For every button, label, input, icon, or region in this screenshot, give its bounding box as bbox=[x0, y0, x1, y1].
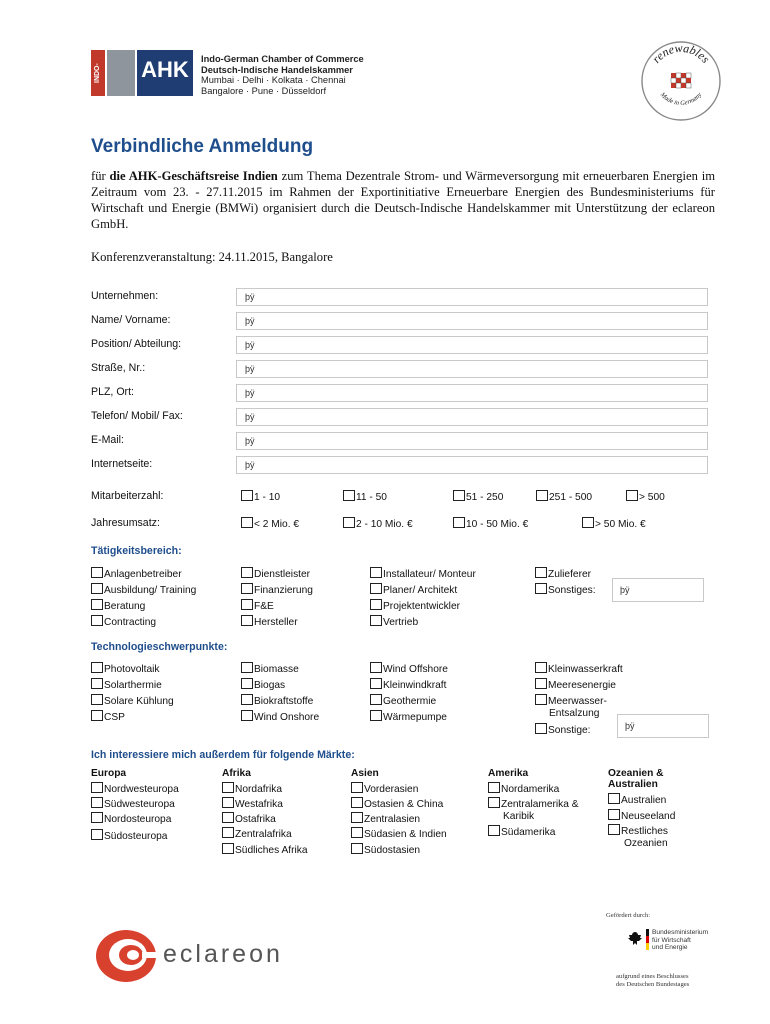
option-label: Biokraftstoffe bbox=[254, 696, 314, 707]
revenue-option[interactable] bbox=[582, 517, 646, 530]
market-option[interactable] bbox=[91, 812, 171, 825]
option-label: 1 - 10 bbox=[254, 492, 281, 503]
option-label: Meerwasser- bbox=[548, 696, 607, 707]
checkbox[interactable] bbox=[91, 782, 103, 793]
eclareon-wordmark: eclareon bbox=[163, 940, 283, 968]
chamber-line-4: Bangalore · Pune · Düsseldorf bbox=[201, 85, 327, 96]
chamber-name bbox=[201, 54, 364, 96]
option-label: Photovoltaik bbox=[104, 664, 160, 675]
checkbox[interactable] bbox=[222, 797, 234, 808]
activity-option[interactable] bbox=[535, 583, 596, 596]
activity-other-value: þÿ bbox=[620, 585, 630, 595]
market-option[interactable] bbox=[488, 797, 579, 810]
option-label: Zentralasien bbox=[364, 814, 421, 825]
option-label: Nordosteuropa bbox=[104, 814, 172, 825]
option-label: Wind Offshore bbox=[383, 664, 448, 675]
activity-heading: Tätigkeitsbereich: bbox=[91, 545, 182, 557]
checkbox[interactable] bbox=[343, 517, 355, 528]
option-label: Installateur/ Monteur bbox=[383, 569, 476, 580]
checkbox[interactable] bbox=[222, 812, 234, 823]
technology-option[interactable] bbox=[241, 710, 319, 723]
street-input[interactable] bbox=[236, 360, 708, 378]
email-input[interactable] bbox=[236, 432, 708, 450]
checkbox[interactable] bbox=[488, 825, 500, 836]
ministry-line-2: für Wirtschaft bbox=[652, 936, 691, 944]
flag-stripes bbox=[646, 929, 649, 951]
checkbox[interactable] bbox=[91, 583, 103, 594]
technology-option[interactable] bbox=[370, 694, 436, 707]
resolution-line-2: des Deutschen Bundestages bbox=[616, 980, 690, 988]
market-option[interactable] bbox=[351, 797, 443, 810]
option-label: Meeresenergie bbox=[548, 680, 616, 691]
activity-option[interactable] bbox=[91, 567, 182, 580]
market-option[interactable] bbox=[351, 812, 420, 825]
option-label: CSP bbox=[104, 712, 125, 723]
market-option[interactable] bbox=[608, 809, 675, 822]
activity-option[interactable] bbox=[91, 615, 156, 628]
ministry-line-3: und Energie bbox=[652, 944, 688, 952]
option-label: Anlagenbetreiber bbox=[104, 569, 182, 580]
technology-option[interactable] bbox=[91, 710, 125, 723]
checkbox[interactable] bbox=[91, 812, 103, 823]
activity-option[interactable] bbox=[91, 599, 145, 612]
option-label: Sonstige: bbox=[548, 725, 591, 736]
option-label: < 2 Mio. € bbox=[254, 519, 300, 530]
checkbox[interactable] bbox=[241, 599, 253, 610]
checkbox[interactable] bbox=[343, 490, 355, 501]
option-label: Hersteller bbox=[254, 617, 298, 628]
option-label: Nordafrika bbox=[235, 784, 282, 795]
checkbox[interactable] bbox=[488, 797, 500, 808]
checkbox[interactable] bbox=[241, 710, 253, 721]
checkbox[interactable] bbox=[351, 812, 363, 823]
checkbox[interactable] bbox=[582, 517, 594, 528]
market-option[interactable] bbox=[91, 797, 175, 810]
company-value: þÿ bbox=[245, 292, 255, 302]
checkbox[interactable] bbox=[91, 829, 103, 840]
technology-option[interactable] bbox=[370, 662, 448, 675]
resolution-line-1: aufgrund eines Beschlusses bbox=[616, 973, 689, 980]
checkbox[interactable] bbox=[370, 710, 382, 721]
market-option[interactable] bbox=[222, 827, 292, 840]
market-option[interactable] bbox=[222, 797, 283, 810]
option-label: Australien bbox=[621, 795, 667, 806]
label-phone: Telefon/ Mobil/ Fax: bbox=[91, 410, 183, 422]
technology-option[interactable] bbox=[91, 662, 160, 675]
option-label: 51 - 250 bbox=[466, 492, 504, 503]
technology-option-continued: Entsalzung bbox=[549, 708, 600, 719]
intro-pre: für bbox=[91, 169, 110, 183]
page-title: Verbindliche Anmeldung bbox=[91, 136, 314, 157]
option-label: Südostasien bbox=[364, 845, 421, 856]
option-label: Biogas bbox=[254, 680, 286, 691]
checkbox[interactable] bbox=[608, 824, 620, 835]
renewables-bottom-text: Made in Germany bbox=[658, 91, 704, 107]
checkbox[interactable] bbox=[241, 694, 253, 705]
employees-option[interactable] bbox=[241, 490, 280, 503]
chamber-line-2: Deutsch-Indische Handelskammer bbox=[201, 64, 353, 75]
option-label: Südliches Afrika bbox=[235, 845, 308, 856]
checkbox[interactable] bbox=[488, 782, 500, 793]
label-position: Position/ Abteilung: bbox=[91, 338, 182, 350]
option-label: F&E bbox=[254, 601, 274, 612]
label-email: E-Mail: bbox=[91, 434, 124, 446]
checkbox[interactable] bbox=[535, 678, 547, 689]
technology-other-value: þÿ bbox=[625, 721, 635, 731]
activity-option[interactable] bbox=[535, 567, 591, 580]
technology-option[interactable] bbox=[370, 678, 446, 691]
checkbox[interactable] bbox=[222, 843, 234, 854]
option-label: Neuseeland bbox=[621, 811, 676, 822]
checkbox[interactable] bbox=[608, 809, 620, 820]
phone-input[interactable] bbox=[236, 408, 708, 426]
market-option[interactable] bbox=[351, 827, 447, 840]
email-value: þÿ bbox=[245, 436, 255, 446]
activity-option[interactable] bbox=[241, 599, 274, 612]
checkbox[interactable] bbox=[351, 843, 363, 854]
option-label: 2 - 10 Mio. € bbox=[356, 519, 413, 530]
name-value: þÿ bbox=[245, 316, 255, 326]
option-label: Finanzierung bbox=[254, 585, 313, 596]
street-value: þÿ bbox=[245, 364, 255, 374]
employees-option[interactable] bbox=[626, 490, 665, 503]
ministry-name bbox=[652, 929, 708, 952]
activity-other-input[interactable] bbox=[612, 578, 704, 602]
checkbox[interactable] bbox=[453, 517, 465, 528]
technology-option[interactable] bbox=[91, 694, 174, 707]
label-revenue: Jahresumsatz: bbox=[91, 517, 160, 529]
name-input[interactable] bbox=[236, 312, 708, 330]
checkbox[interactable] bbox=[222, 827, 234, 838]
website-input[interactable] bbox=[236, 456, 708, 474]
checkbox[interactable] bbox=[535, 583, 547, 594]
market-option[interactable] bbox=[351, 782, 418, 795]
option-label: Geothermie bbox=[383, 696, 437, 707]
intro-paragraph bbox=[91, 168, 715, 232]
website-value: þÿ bbox=[245, 460, 255, 470]
technology-option[interactable] bbox=[91, 678, 162, 691]
employees-option[interactable] bbox=[453, 490, 503, 503]
chamber-line-1: Indo-German Chamber of Commerce bbox=[201, 54, 364, 64]
activity-option[interactable] bbox=[241, 567, 310, 580]
option-label: Nordwesteuropa bbox=[104, 784, 179, 795]
checkbox[interactable] bbox=[535, 662, 547, 673]
checkbox[interactable] bbox=[370, 662, 382, 673]
checkbox[interactable] bbox=[241, 517, 253, 528]
option-label: Wind Onshore bbox=[254, 712, 320, 723]
option-label: Beratung bbox=[104, 601, 146, 612]
ministry-line-1: Bundesministerium bbox=[652, 929, 709, 936]
chamber-line-3: Mumbai · Delhi · Kolkata · Chennai bbox=[201, 75, 346, 86]
checkbox[interactable] bbox=[608, 793, 620, 804]
ahk-logo-grey-block bbox=[107, 50, 135, 96]
market-option[interactable] bbox=[488, 782, 559, 795]
market-option-continued: Karibik bbox=[503, 811, 535, 822]
label-city: PLZ, Ort: bbox=[91, 386, 134, 398]
checkbox[interactable] bbox=[536, 490, 548, 501]
market-option[interactable] bbox=[351, 843, 420, 856]
checkbox[interactable] bbox=[241, 615, 253, 626]
intro-bold: die AHK-Geschäftsreise Indien bbox=[109, 169, 278, 183]
market-title-afrika: Afrika bbox=[222, 768, 251, 779]
phone-value: þÿ bbox=[245, 412, 255, 422]
option-label: Nordamerika bbox=[501, 784, 560, 795]
market-option[interactable] bbox=[222, 843, 307, 856]
option-label: Solare Kühlung bbox=[104, 696, 174, 707]
market-title-asien: Asien bbox=[351, 768, 379, 779]
option-label: Südwesteuropa bbox=[104, 799, 175, 810]
revenue-option[interactable] bbox=[453, 517, 528, 530]
checkbox[interactable] bbox=[535, 723, 547, 734]
option-label: Ostafrika bbox=[235, 814, 276, 825]
resolution-note bbox=[616, 973, 689, 988]
technology-option[interactable] bbox=[535, 678, 616, 691]
option-label: Ausbildung/ Training bbox=[104, 585, 197, 596]
checkbox[interactable] bbox=[91, 694, 103, 705]
market-option[interactable] bbox=[608, 824, 668, 837]
technology-option[interactable] bbox=[241, 694, 313, 707]
checkbox[interactable] bbox=[535, 694, 547, 705]
activity-option[interactable] bbox=[370, 583, 457, 596]
technology-option[interactable] bbox=[535, 694, 607, 707]
checkbox[interactable] bbox=[241, 583, 253, 594]
funded-by-label: Gefördert durch: bbox=[606, 912, 651, 919]
option-label: Zulieferer bbox=[548, 569, 592, 580]
option-label: Planer/ Architekt bbox=[383, 585, 458, 596]
market-title-europa: Europa bbox=[91, 768, 127, 779]
checkbox[interactable] bbox=[91, 567, 103, 578]
intro-post: zum Thema Dezentrale Strom- und Wärmeversorgung mit erneuerbaren Energien im Zeitraum vom 23. - 27.11.2015 im Rahmen der Exportinitiative Erneuerbare Energien des Bundesministeriums für Wirtschaft und Energie (BMWi) organisiert durch die Deutsch-Indische Handelskammer mit Unterstützung der eclareon GmbH. bbox=[91, 169, 716, 231]
conference-info: Konferenzveranstaltung: 24.11.2015, Bangalore bbox=[91, 250, 333, 264]
activity-option[interactable] bbox=[241, 615, 298, 628]
option-label: Südasien & Indien bbox=[364, 829, 447, 840]
checkbox[interactable] bbox=[241, 662, 253, 673]
option-label: Projektentwickler bbox=[383, 601, 460, 612]
revenue-option[interactable] bbox=[343, 517, 413, 530]
label-website: Internetseite: bbox=[91, 458, 153, 470]
technology-option[interactable] bbox=[535, 662, 623, 675]
technology-option[interactable] bbox=[535, 723, 590, 736]
checkbox[interactable] bbox=[453, 490, 465, 501]
renewables-seal-icon bbox=[640, 40, 722, 122]
option-label: Wärmepumpe bbox=[383, 712, 447, 723]
market-option[interactable] bbox=[222, 782, 282, 795]
option-label: 10 - 50 Mio. € bbox=[466, 519, 529, 530]
checkbox[interactable] bbox=[626, 490, 638, 501]
label-name: Name/ Vorname: bbox=[91, 314, 171, 326]
employees-option[interactable] bbox=[536, 490, 592, 503]
label-street: Straße, Nr.: bbox=[91, 362, 146, 374]
activity-option[interactable] bbox=[91, 583, 196, 596]
checkbox[interactable] bbox=[241, 678, 253, 689]
option-label: > 500 bbox=[639, 492, 665, 503]
market-option[interactable] bbox=[608, 793, 666, 806]
checkbox[interactable] bbox=[535, 567, 547, 578]
technology-other-input[interactable] bbox=[617, 714, 709, 738]
option-label: Solarthermie bbox=[104, 680, 162, 691]
market-option[interactable] bbox=[222, 812, 276, 825]
option-label: Biomasse bbox=[254, 664, 299, 675]
position-value: þÿ bbox=[245, 340, 255, 350]
checkbox[interactable] bbox=[91, 615, 103, 626]
market-title-australien: Australien bbox=[608, 779, 658, 790]
option-label: Südosteuropa bbox=[104, 831, 168, 842]
market-option[interactable] bbox=[91, 829, 167, 842]
checkbox[interactable] bbox=[370, 615, 382, 626]
option-label: 251 - 500 bbox=[549, 492, 593, 503]
option-label: Südamerika bbox=[501, 827, 556, 838]
option-label: Zentralamerika & bbox=[501, 799, 579, 810]
ahk-logo: AHK bbox=[137, 50, 193, 96]
option-label: > 50 Mio. € bbox=[595, 519, 646, 530]
checkbox[interactable] bbox=[91, 710, 103, 721]
market-option-continued: Ozeanien bbox=[624, 838, 668, 849]
renewables-top-text: renewables bbox=[649, 40, 713, 66]
position-input[interactable] bbox=[236, 336, 708, 354]
option-label: Restliches bbox=[621, 826, 668, 837]
label-company: Unternehmen: bbox=[91, 290, 159, 302]
technology-option[interactable] bbox=[370, 710, 447, 723]
activity-option[interactable] bbox=[370, 599, 460, 612]
option-label: 11 - 50 bbox=[356, 492, 387, 503]
market-title-ozeanien: Ozeanien & bbox=[608, 768, 664, 779]
checkbox[interactable] bbox=[91, 662, 103, 673]
federal-eagle-icon bbox=[626, 930, 644, 948]
checkbox[interactable] bbox=[370, 567, 382, 578]
activity-option[interactable] bbox=[370, 567, 476, 580]
option-label: Vertrieb bbox=[383, 617, 419, 628]
technology-option[interactable] bbox=[241, 662, 299, 675]
option-label: Contracting bbox=[104, 617, 157, 628]
checkbox[interactable] bbox=[91, 678, 103, 689]
option-label: Westafrika bbox=[235, 799, 283, 810]
checkbox[interactable] bbox=[370, 583, 382, 594]
indo-german-logo-band: INDO- bbox=[91, 50, 105, 96]
market-option[interactable] bbox=[488, 825, 555, 838]
checkbox[interactable] bbox=[351, 782, 363, 793]
option-label: Sonstiges: bbox=[548, 585, 596, 596]
checkbox[interactable] bbox=[370, 678, 382, 689]
markets-heading: Ich interessiere mich außerdem für folgende Märkte: bbox=[91, 749, 355, 761]
checkbox[interactable] bbox=[91, 797, 103, 808]
checkbox[interactable] bbox=[370, 694, 382, 705]
checkbox[interactable] bbox=[351, 797, 363, 808]
checkbox[interactable] bbox=[91, 599, 103, 610]
company-input[interactable] bbox=[236, 288, 708, 306]
technology-heading: Technologieschwerpunkte: bbox=[91, 641, 228, 653]
employees-option[interactable] bbox=[343, 490, 387, 503]
eclareon-logo-icon bbox=[94, 928, 158, 984]
checkbox[interactable] bbox=[222, 782, 234, 793]
technology-option[interactable] bbox=[241, 678, 285, 691]
checkbox[interactable] bbox=[241, 490, 253, 501]
option-label: Ostasien & China bbox=[364, 799, 444, 810]
option-label: Zentralafrika bbox=[235, 829, 292, 840]
label-employees: Mitarbeiterzahl: bbox=[91, 490, 164, 502]
city-input[interactable] bbox=[236, 384, 708, 402]
checkbox[interactable] bbox=[370, 599, 382, 610]
option-label: Vorderasien bbox=[364, 784, 419, 795]
option-label: Kleinwindkraft bbox=[383, 680, 447, 691]
option-label: Kleinwasserkraft bbox=[548, 664, 623, 675]
activity-option[interactable] bbox=[241, 583, 313, 596]
revenue-option[interactable] bbox=[241, 517, 299, 530]
option-label: Dienstleister bbox=[254, 569, 311, 580]
market-title-amerika: Amerika bbox=[488, 768, 529, 779]
checkbox[interactable] bbox=[351, 827, 363, 838]
activity-option[interactable] bbox=[370, 615, 418, 628]
city-value: þÿ bbox=[245, 388, 255, 398]
market-option[interactable] bbox=[91, 782, 179, 795]
checkbox[interactable] bbox=[241, 567, 253, 578]
